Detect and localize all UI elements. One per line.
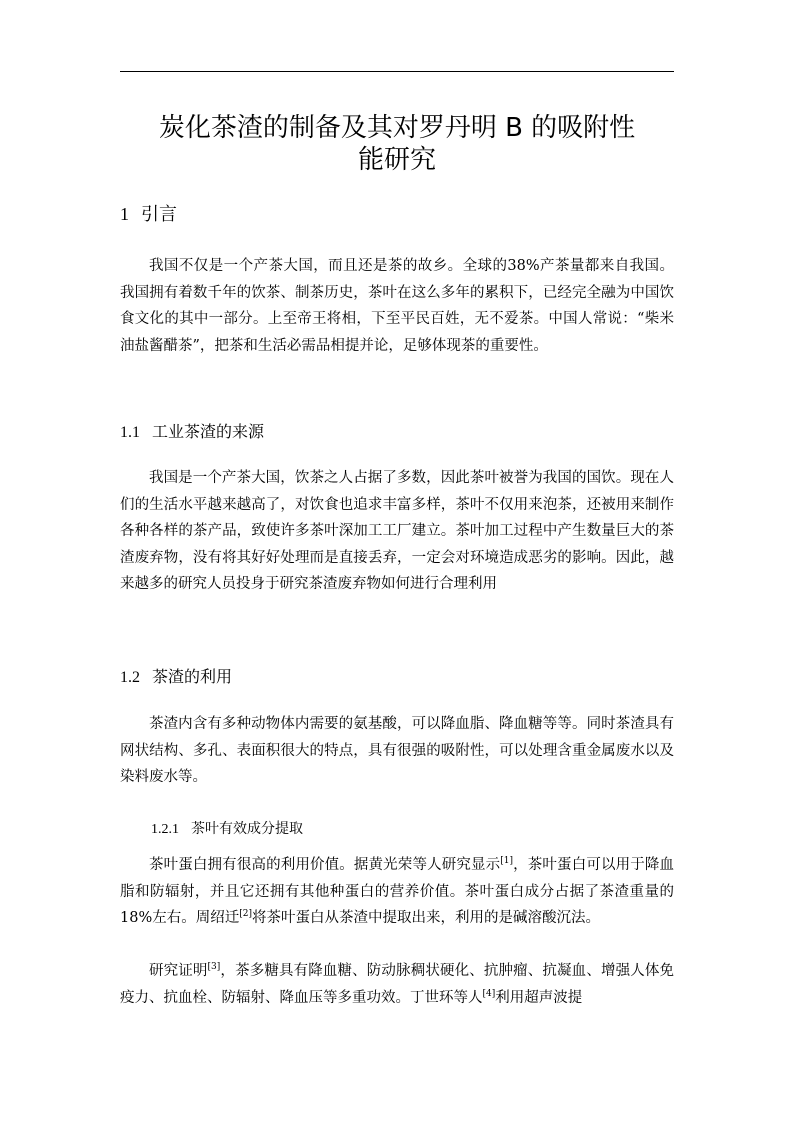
- citation-ref: [2]: [239, 909, 252, 919]
- citation-ref: [4]: [482, 988, 496, 999]
- citation-ref: [1]: [500, 856, 514, 866]
- section-title: 引言: [141, 204, 177, 225]
- header-rule: [120, 71, 674, 72]
- section-number: 1.2: [120, 669, 140, 686]
- citation-ref: [3]: [207, 962, 221, 972]
- section-heading-tea-residue-use: [120, 666, 232, 689]
- paragraph-tea-residue-source: 我国是一个产茶大国，饮茶之人占据了多数，因此茶叶被誉为我国的国饮。现在人们的生活水平越来越高了，对饮食也追求丰富多样，茶叶不仅用来泡茶，还被用来制作各种各样的茶产品，致使许多茶叶深加工工厂建立。茶叶加工过程中产生数量巨大的茶渣废弃物，没有将其好好处理而是直接丢弃，一定会对环境造成恶劣的影响。因此，越来越多的研究人员投身于研究茶渣废弃物如何进行合理利用: [120, 470, 674, 592]
- section-number: 1.1: [120, 424, 140, 441]
- paragraph-tea-residue-use: 茶渣内含有多种动物体内需要的氨基酸，可以降血脂、降血糖等等。同时茶渣具有网状结构、多孔、表面积很大的特点，具有很强的吸附性，可以处理含重金属废水以及染料废水等。: [120, 716, 674, 785]
- paragraph-text: ，茶叶蛋白可以用于降血脂和防辐射，并且它还拥有其他种蛋白的营养价值。茶叶蛋白成分占据了茶渣重量的18%左右。周绍迁: [120, 857, 675, 926]
- section-heading-tea-residue-source: [120, 421, 264, 444]
- section-title: 茶渣的利用: [152, 667, 233, 686]
- paragraph-tea-protein: [120, 852, 674, 932]
- paper-title-line-2: 能研究: [357, 145, 436, 175]
- section-heading-effective-components: [151, 819, 303, 840]
- paragraph-text: ，茶多糖具有降血糖、防动脉稠状硬化、抗肿瘤、抗凝血、增强人体免疫力、抗血栓、防辐射、降血压等多重功效。丁世环等人: [120, 963, 675, 1006]
- section-number: 1: [120, 204, 129, 224]
- paper-title-line-1: 炭化茶渣的制备及其对罗丹明 B 的吸附性: [158, 113, 636, 143]
- section-heading-introduction: [120, 202, 177, 227]
- paragraph-text: 利用超声波提: [495, 989, 583, 1006]
- paragraph-text: 研究证明: [149, 963, 208, 979]
- paragraph-introduction: 我国不仅是一个产茶大国，而且还是茶的故乡。全球的38%产茶量都来自我国。我国拥有着数千年的饮茶、制茶历史，茶叶在这么多年的累积下，已经完全融为中国饮食文化的其中一部分。上至帝王将相，下至平民百姓，无不爱茶。中国人常说：“柴米油盐酱醋茶”，把茶和生活必需品相提并论，足够体现茶的重要性。: [120, 258, 674, 354]
- paragraph-tea-polysaccharide: [120, 958, 674, 1011]
- paragraph-text: 将茶叶蛋白从茶渣中提取出来，利用的是碱溶酸沉法。: [251, 910, 600, 926]
- paper-title: [120, 112, 674, 176]
- section-title: 茶叶有效成分提取: [191, 821, 303, 837]
- section-number: 1.2.1: [151, 822, 179, 837]
- section-title: 工业茶渣的来源: [152, 422, 265, 441]
- paragraph-text: 茶叶蛋白拥有很高的利用价值。据黄光荣等人研究显示: [149, 857, 501, 873]
